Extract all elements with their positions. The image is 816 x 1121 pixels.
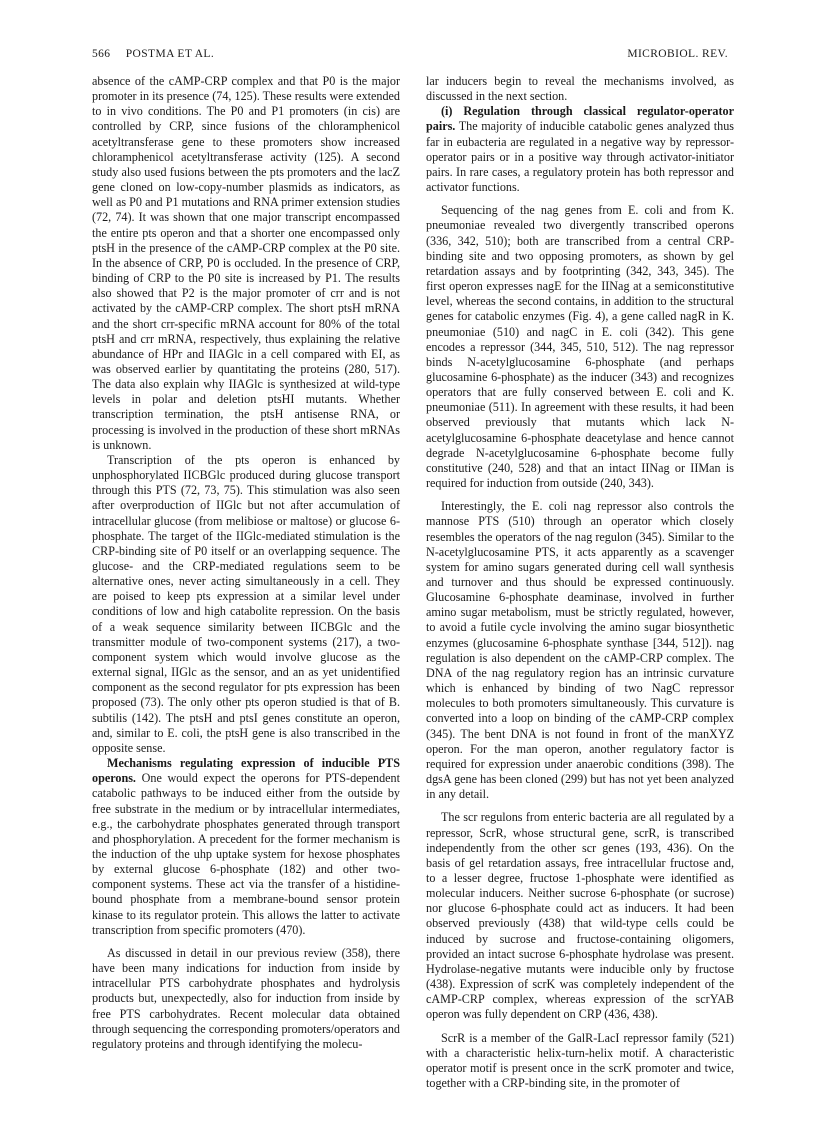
right-column	[426, 74, 734, 1091]
left-column	[92, 74, 400, 1052]
section-heading: (i) Regulation through classical regulator-operator pairs.	[426, 104, 734, 134]
paragraph-text: The majority of inducible catabolic genes analyzed thus far in eubacteria are regulated in a negative way by repressor-operator pairs or in a positive way through activator-initiator pairs. In rare cases, a regulatory protein has both repressor and activator functions.	[426, 119, 734, 195]
section-paragraph	[426, 104, 734, 195]
paragraph: ScrR is a member of the GalR-LacI repressor family (521) with a characteristic helix-turn-helix motif. A characteristic operator motif is present once in the scrK promoter and twice, together with a CRP-binding site, in the promoter of	[426, 1030, 734, 1090]
paragraph: Sequencing of the nag genes from E. coli and from K. pneumoniae revealed two divergently transcribed operons (336, 342, 510); both are transcribed from a central CRP-binding site and two opposing promoters, as shown by gel retardation assays and by footprinting (342, 343, 345). The first operon expresses nagE for the IINag at a semiconstitutive level, whereas the second contains, in addition to the structural genes for catabolic enzymes (Fig. 4), a gene called nagR in K. pneumoniae (510) and nagC in E. coli (342). This gene encodes a repressor (344, 345, 510, 512). The nag repressor binds N-acetylglucosamine 6-phosphate (and perhaps glucosamine 6-phosphate) as the inducer (343) and recognizes operators that are fully conserved between E. coli and K. pneumoniae (511). In agreement with these results, it had been observed previously that mutants which lack N-acetylglucosamine 6-phosphate deacetylase and hence cannot degrade N-acetylglucosamine 6-phosphate become fully constitutive (240, 528) and that an intact IINag or IIMan is required for induction from outside (240, 343).	[426, 203, 734, 491]
header-left	[92, 48, 214, 60]
paragraph-text: One would expect the operons for PTS-dependent catabolic pathways to be induced either from the outside by free substrate in the medium or by intracellular intermediates, e.g., the carbohydrate phosphates generated through transport and phosphorylation. A precedent for the former mechanism is the induction of the uhp uptake system for hexose phosphates by external glucose 6-phosphate (182) and other two-component systems. These act via the transfer of a histidine-bound phosphate from a membrane-bound sensor protein kinase to its regulator protein. This allows the latter to activate transcription from specific promoters (470).	[92, 771, 400, 937]
paragraph: absence of the cAMP-CRP complex and that P0 is the major promoter in its presence (74, 125). These results were extended to in vivo conditions. The P0 and P1 promoters (in cis) are controlled by CRP, since fusions of the chloramphenicol acetyltransferase gene to these promoters show increased chloramphenicol acetyltransferase activity (125). A second study also used fusions between the pts promoters and the lacZ gene cloned on low-copy-number plasmids as indicators, as well as P0 and P1 mutations and RNA primer extension studies (72, 74). It was shown that one major transcript encompassed the entire pts operon and that a shorter one encompassed only ptsH in the presence of the cAMP-CRP complex at the P0 site. In the absence of CRP, P0 is occluded. In the presence of CRP, binding of CRP to the P0 site is increased by P1. The results also showed that P2 is the major promoter of crr and is not activated by the cAMP-CRP complex. The short ptsH mRNA and the short crr-specific mRNA account for 80% of the total ptsH and crr mRNA, respectively, thus explaining the relative abundance of HPr and IIAGlc in a cell compared with EI, as was observed earlier by quantitating the proteins (280, 517). The data also explain why IIAGlc is synthesized at wild-type levels in polar and deletion ptsHI mutants. Whether transcription termination, the ptsH antisense RNA, or processing is involved in the production of these short mRNAs is unknown.	[92, 74, 400, 452]
paragraph: Transcription of the pts operon is enhanced by unphosphorylated IICBGlc produced during glucose transport through this PTS (72, 73, 75). This stimulation was also seen after overproduction of IIGlc but not after accumulation of intracellular glucose (from melibiose or maltose) or glucose 6-phosphate. The target of the IIGlc-mediated stimulation is the CRP-binding site of P0 itself or an overlapping sequence. The glucose- and the CRP-mediated regulations seem to be alternative ones, never acting simultaneously in a cell. They are poised to keep pts expression at a similar level under conditions of low and high catabolite repression. On the basis of a weak sequence similarity between IICBGlc and the transmitter module of two-component systems (217), a two-component system which would involve glucose as the external signal, IIGlc as the sensor, and an as yet unidentified component as the second regulator for pts expression has been proposed (73). The only other pts operon studied is that of B. subtilis (142). The ptsH and ptsI genes constitute an operon, and, similar to E. coli, the ptsH gene is also transcribed in the opposite sense.	[92, 452, 400, 755]
running-authors: POSTMA ET AL.	[125, 48, 215, 60]
paragraph: As discussed in detail in our previous review (358), there have been many indications for induction from inside by intracellular PTS carbohydrate phosphates and hydrolysis products but, unexpectedly, also for induction from inside by free PTS carbohydrates. Recent molecular data obtained through sequencing the corresponding promoters/operators and regulatory proteins and through identifying the molecu-	[92, 945, 400, 1051]
section-paragraph	[92, 756, 400, 938]
paragraph: lar inducers begin to reveal the mechanisms involved, as discussed in the next section.	[426, 74, 734, 104]
paragraph: The scr regulons from enteric bacteria are all regulated by a repressor, ScrR, whose structural gene, scrR, is transcribed independently from the other scr genes (193, 436). On the basis of gel retardation assays, free intracellular fructose and, to a lesser degree, fructose 1-phosphate were identified as molecular inducers. Neither sucrose 6-phosphate (or sucrose) nor glucose 6-phosphate could act as inducers. It had been observed previously (438) that wild-type cells could be induced by sucrose and fructose-containing oligomers, provided an intact sucrose 6-phosphate hydrolase was present. Hydrolase-negative mutants were inducible only by fructose (438). Expression of scrK was completely independent of the cAMP-CRP complex, whereas expression of the scrYAB operon was fully dependent on CRP (436, 438).	[426, 810, 734, 1022]
page-header	[92, 48, 728, 64]
running-journal: MICROBIOL. REV.	[627, 48, 728, 60]
paragraph: Interestingly, the E. coli nag repressor also controls the mannose PTS (510) through an operator which closely resembles the operators of the nag regulon (345). Similar to the N-acetylglucosamine PTS, it acts apparently as a scavenger system for amino sugars generated during cell wall synthesis and turnover and thus should be expressed continuously. Glucosamine 6-phosphate deaminase, involved in further amino sugar metabolism, must be strictly regulated, however, to avoid a futile cycle involving the amino sugar biosynthetic enzymes (glucosamine 6-phosphate synthase [344, 512]). nag regulation is also dependent on the cAMP-CRP complex. The DNA of the nag regulatory region has an intrinsic curvature which is enhanced by binding of two NagC repressor molecules to both promoters simultaneously. This curvature is converted into a loop on binding of the cAMP-CRP complex (345). The bent DNA is not found in front of the manXYZ operon. For the man operon, another regulatory factor is required for expression under anaerobic conditions (398). The dgsA gene has been cloned (299) but has not yet been analyzed in any detail.	[426, 499, 734, 802]
section-heading: Mechanisms regulating expression of inducible PTS operons.	[92, 756, 400, 786]
page-number: 566	[92, 48, 111, 60]
